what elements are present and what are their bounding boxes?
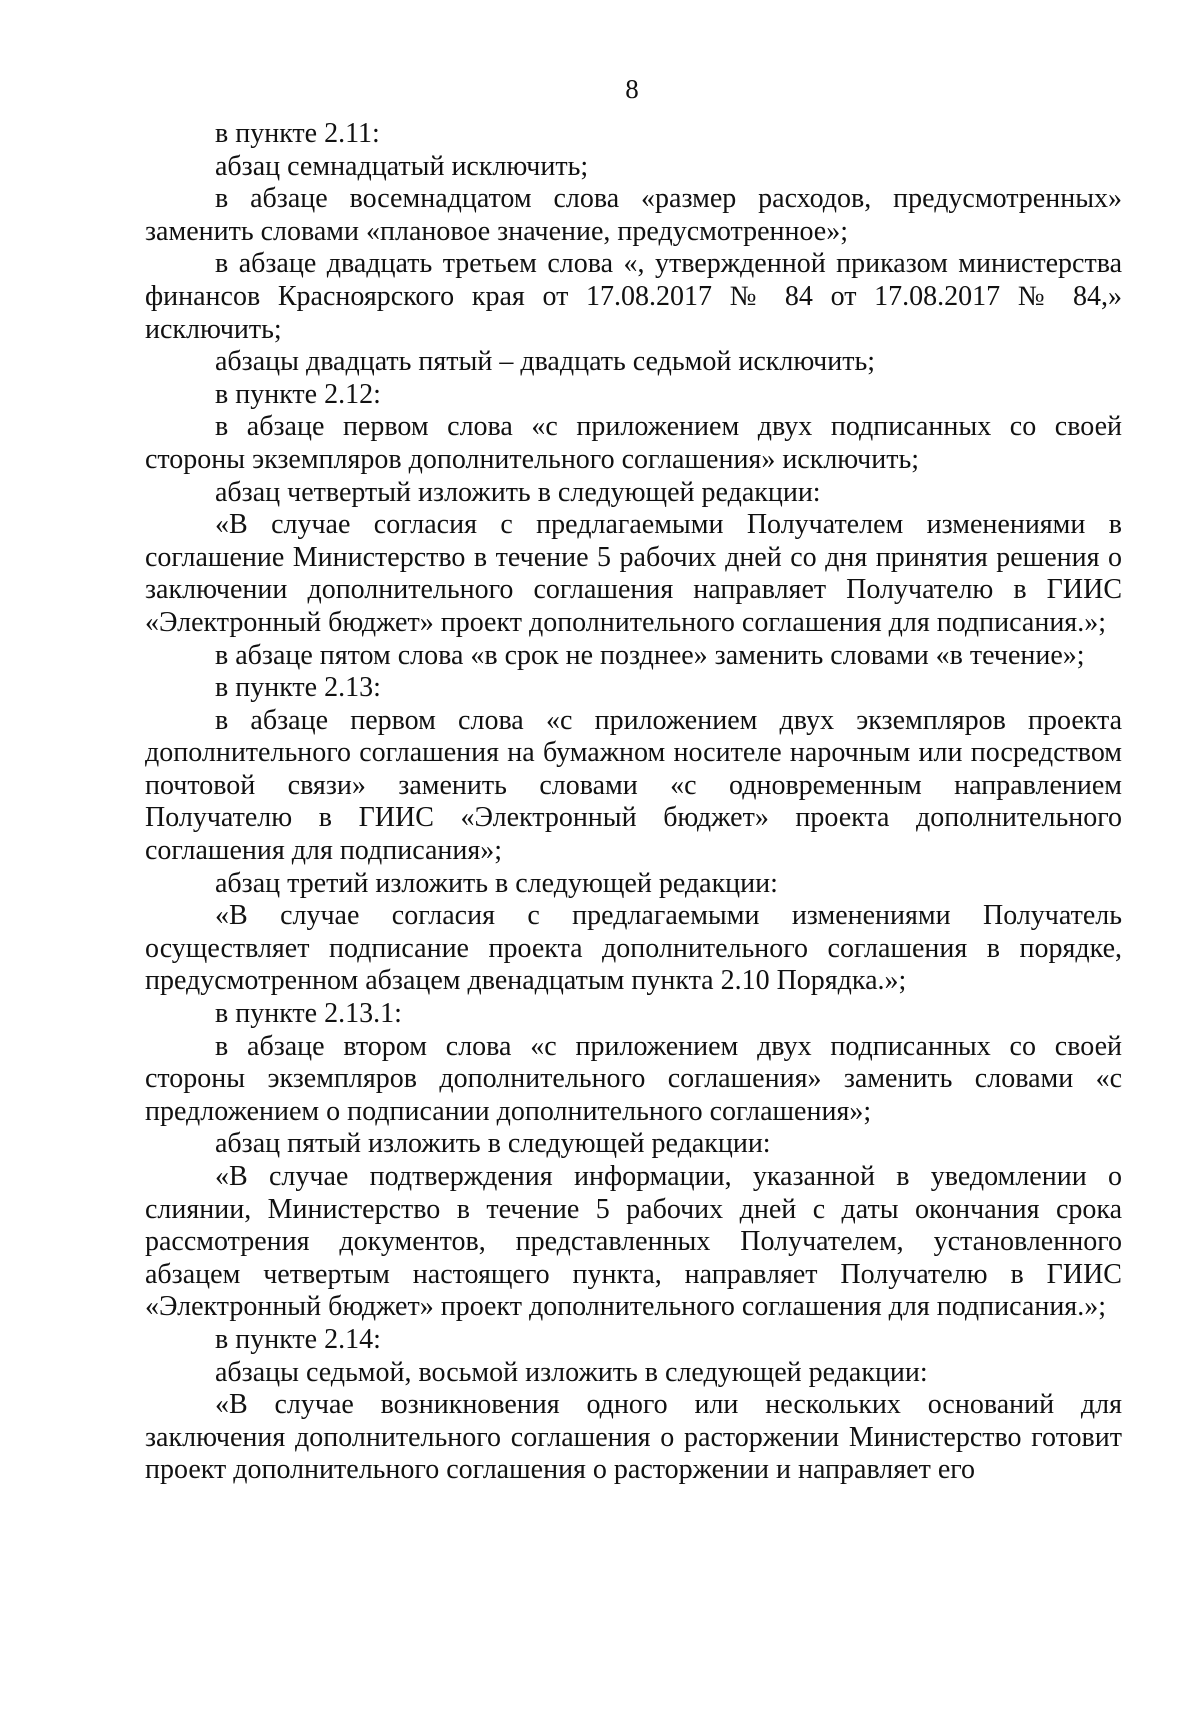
paragraph-19: в пункте 2.14: bbox=[215, 1323, 381, 1355]
paragraph-3: в абзаце восемнадцатом слова «размер расходов, предусмотренных» заменить словами «плановое значение, предусмотренное»; bbox=[145, 183, 1122, 247]
paragraph-2: абзац семнадцатый исключить; bbox=[215, 150, 589, 182]
paragraph-1: в пункте 2.11: bbox=[215, 118, 380, 149]
paragraph-10: в абзаце пятом слова «в срок не позднее» заменить словами «в течение»; bbox=[215, 639, 1085, 671]
paragraph-15: в пункте 2.13.1: bbox=[215, 998, 402, 1030]
paragraph-21: «В случае возникновения одного или нескольких оснований для заключения дополнительного соглашения о расторжении Министерство готовит проект дополнительного соглашения о расторжении и направляет его bbox=[145, 1389, 1122, 1486]
paragraph-12: в абзаце первом слова «с приложением двух экземпляров проекта дополнительного соглашения на бумажном носителе нарочным или посредством почтовой связи» заменить словами «с одновременным направлением Получателю в ГИИС «Электронный бюджет» проекта дополнительного соглашения для подписания»; bbox=[145, 704, 1122, 867]
paragraph-17: абзац пятый изложить в следующей редакции: bbox=[215, 1128, 771, 1160]
paragraph-6: в пункте 2.12: bbox=[215, 378, 381, 410]
paragraph-18: «В случае подтверждения информации, указанной в уведомлении о слиянии, Министерство в течение 5 рабочих дней с даты окончания срока рассмотрения документов, представленных Получателем, установленного абзацем четвертым настоящего пункта, направляет Получателю в ГИИС «Электронный бюджет» проект дополнительного соглашения для подписания.»; bbox=[145, 1161, 1122, 1323]
paragraph-9: «В случае согласия с предлагаемыми Получателем изменениями в соглашение Министерство в течение 5 рабочих дней со дня принятия решения о заключении дополнительного соглашения направляет Получателю в ГИИС «Электронный бюджет» проект дополнительного соглашения для подписания.»; bbox=[145, 509, 1122, 638]
paragraph-11: в пункте 2.13: bbox=[215, 672, 381, 704]
paragraph-8: абзац четвертый изложить в следующей редакции: bbox=[215, 476, 821, 508]
paragraph-7: в абзаце первом слова «с приложением двух подписанных со своей стороны экземпляров дополнительного соглашения» исключить; bbox=[145, 411, 1122, 475]
paragraph-5: абзацы двадцать пятый – двадцать седьмой исключить; bbox=[215, 346, 876, 378]
document-body bbox=[145, 118, 1122, 1487]
page-number: 8 bbox=[625, 74, 639, 104]
paragraph-14: «В случае согласия с предлагаемыми изменениями Получатель осуществляет подписание проекта дополнительного соглашения в порядке, предусмотренном абзацем двенадцатым пункта 2.10 Порядка.»; bbox=[145, 900, 1122, 997]
paragraph-20: абзацы седьмой, восьмой изложить в следующей редакции: bbox=[215, 1356, 928, 1388]
paragraph-13: абзац третий изложить в следующей редакции: bbox=[215, 867, 778, 899]
paragraph-16: в абзаце втором слова «с приложением двух подписанных со своей стороны экземпляров дополнительного соглашения» заменить словами «с предложением о подписании дополнительного соглашения»; bbox=[145, 1030, 1122, 1127]
paragraph-4: в абзаце двадцать третьем слова «, утвержденной приказом министерства финансов Красноярского края от 17.08.2017 № 84 от 17.08.2017 № 84,» исключить; bbox=[145, 248, 1122, 345]
